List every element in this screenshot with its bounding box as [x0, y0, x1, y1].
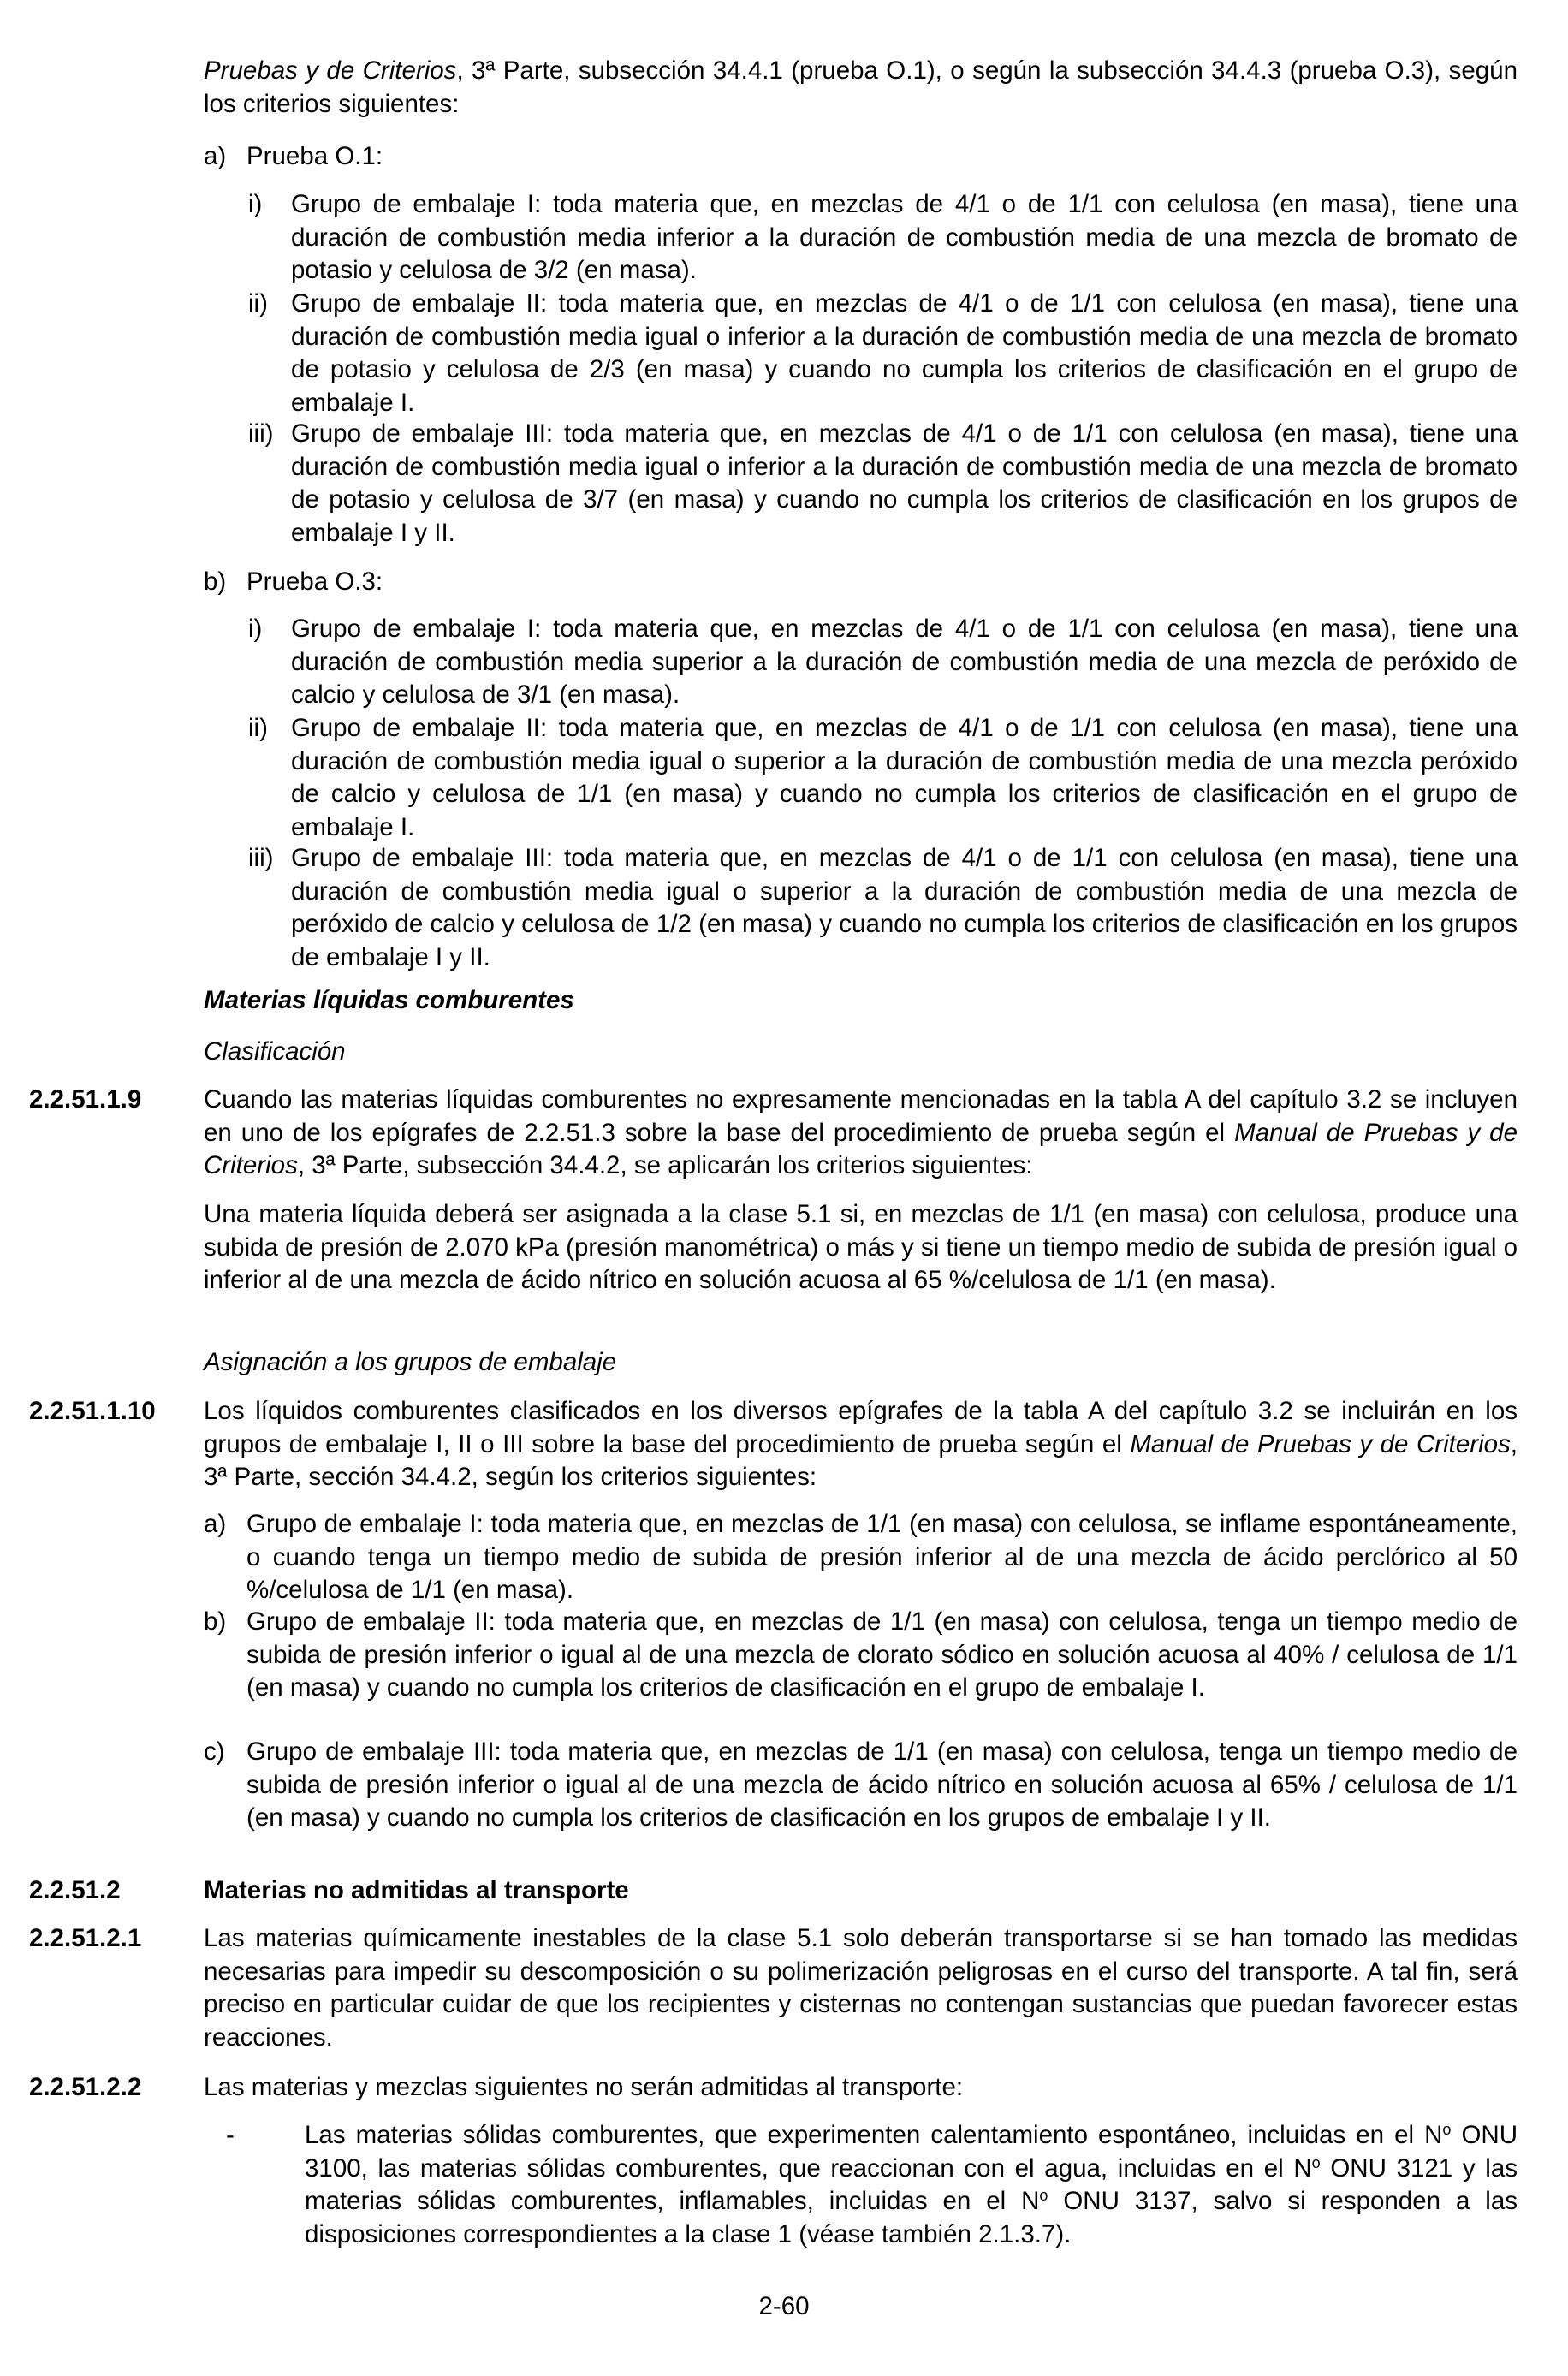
- sublist-a: [248, 188, 1518, 548]
- section-heading: Materias no admitidas al transporte: [204, 1876, 629, 1904]
- manual-title: Manual de Pruebas y de Criterios: [204, 1118, 1518, 1179]
- section-heading: Materias líquidas comburentes: [204, 986, 574, 1014]
- intro-paragraph: [204, 55, 1518, 121]
- list-label: b): [204, 1607, 227, 1636]
- sublist-b: [248, 613, 1518, 972]
- section-number: 2.2.51.2.1: [29, 1924, 142, 1952]
- list-label: i): [248, 615, 263, 643]
- superscript: o: [1039, 2187, 1048, 2204]
- section-paragraph: [204, 1395, 1518, 1494]
- manual-title: Manual de Pruebas y de Criterios: [1130, 1429, 1511, 1458]
- paragraph-text: Cuando las materias líquidas comburentes no expresamente mencionadas en la tabla A del capítulo 3.2 se incluyen en uno de los epígrafes de 2.2.51.3 sobre la base del procedimiento de prueba según el: [204, 1085, 1518, 1147]
- bullet-text-part: ONU 3137, salvo si responden a las disposiciones correspondientes a la clase 1 (véase también 2.1.3.7).: [305, 2187, 1518, 2248]
- list-item: [248, 418, 1518, 548]
- paragraph-text: Las materias químicamente inestables de la clase 5.1 solo deberán transportarse si se han tomado las medidas necesarias para impedir su descomposición o su polimerización peligrosas en el curso del transporte. A tal fin, será preciso en particular cuidar de que los recipientes y cisternas no contengan sustancias que puedan favorecer estas reacciones.: [204, 1924, 1518, 2052]
- intro-italic: Pruebas y de Criterios: [204, 56, 457, 85]
- section-paragraph: [204, 1198, 1518, 1298]
- section-paragraph: [204, 2071, 1518, 2105]
- section-number: 2.2.51.2.2: [29, 2073, 142, 2101]
- list-text: Grupo de embalaje III: toda materia que, en mezclas de 4/1 o de 1/1 con celulosa (en masa), tiene una duración de combustión media igual o superior a la duración de combustión media de una mezcla de peróxido de calcio y celulosa de 1/2 (en masa) y cuando no cumpla los criterios de clasificación en los grupos de embalaje I y II.: [291, 844, 1518, 971]
- list-label: iii): [248, 844, 274, 872]
- superscript: o: [1311, 2153, 1321, 2171]
- list-label: ii): [248, 714, 268, 742]
- bullet-text-part: ONU 3100, las materias sólidas comburentes, que reaccionan con el agua, incluidas en el N: [305, 2121, 1518, 2183]
- list-text: Grupo de embalaje III: toda materia que, en mezclas de 1/1 (en masa) con celulosa, tenga un tiempo medio de subida de presión inferior o igual al de una mezcla de ácido nítrico en solución acuosa al 65% / celulosa de 1/1 (en masa) y cuando no cumpla los criterios de clasificación en los grupos de embalaje I y II.: [246, 1737, 1518, 1832]
- list-text: Grupo de embalaje I: toda materia que, en mezclas de 1/1 (en masa) con celulosa, se inflame espontáneamente, o cuando tenga un tiempo medio de subida de presión inferior al de una mezcla de ácido perclórico al 50 %/celulosa de 1/1 (en masa).: [246, 1510, 1518, 1604]
- paragraph-text: Los líquidos comburentes clasificados en los diversos epígrafes de la tabla A del capítulo 3.2 se incluirán en los grupos de embalaje I, II o III sobre la base del procedimiento de prueba según el: [204, 1397, 1518, 1458]
- list-label: c): [204, 1737, 225, 1766]
- list-text: Grupo de embalaje I: toda materia que, en mezclas de 4/1 o de 1/1 con celulosa (en masa), tiene una duración de combustión media inferior a la duración de combustión media de una mezcla de bromato de potasio y celulosa de 3/2 (en masa).: [291, 190, 1518, 284]
- list-label: iii): [248, 419, 274, 448]
- list-label: i): [248, 190, 263, 218]
- paragraph-text: , 3ª Parte, subsección 34.4.2, se aplicarán los criterios siguientes:: [297, 1151, 1033, 1179]
- list-item: [248, 188, 1518, 288]
- list-text: Grupo de embalaje II: toda materia que, en mezclas de 4/1 o de 1/1 con celulosa (en masa), tiene una duración de combustión media igual o superior a la duración de combustión media de una mezcla peróxido de calcio y celulosa de 1/1 (en masa) y cuando no cumpla los criterios de clasificación en el grupo de embalaje I.: [291, 714, 1518, 841]
- list-text: Prueba O.3:: [246, 567, 383, 596]
- section-paragraph: [204, 1922, 1518, 2054]
- intro-text: , 3ª Parte, subsección 34.4.1 (prueba O.1), o según la subsección 34.4.3 (prueba O.3), según los criterios siguientes:: [204, 56, 1518, 118]
- list-label: ii): [248, 289, 268, 318]
- list-text: Grupo de embalaje I: toda materia que, en mezclas de 4/1 o de 1/1 con celulosa (en masa), tiene una duración de combustión media superior a la duración de combustión media de una mezcla de peróxido de calcio y celulosa de 3/1 (en masa).: [291, 615, 1518, 709]
- paragraph-text: Las materias y mezclas siguientes no serán admitidas al transporte:: [204, 2073, 964, 2101]
- list-label: b): [204, 567, 227, 596]
- list-text: Grupo de embalaje II: toda materia que, en mezclas de 4/1 o de 1/1 con celulosa (en masa), tiene una duración de combustión media igual o inferior a la duración de combustión media de una mezcla de bromato de potasio y celulosa de 2/3 (en masa) y cuando no cumpla los criterios de clasificación en el grupo de embalaje I.: [291, 289, 1518, 417]
- bullet-text-part: Las materias sólidas comburentes, que experimenten calentamiento espontáneo, incluidas en el N: [305, 2121, 1443, 2149]
- list-item: [204, 1736, 1518, 1866]
- list-text: Prueba O.1:: [246, 142, 383, 170]
- page-number: 2-60: [758, 2292, 810, 2320]
- list-text: Grupo de embalaje III: toda materia que, en mezclas de 4/1 o de 1/1 con celulosa (en masa), tiene una duración de combustión media igual o inferior a la duración de combustión media de una mezcla de bromato de potasio y celulosa de 3/7 (en masa) y cuando no cumpla los criterios de clasificación en los grupos de embalaje I y II.: [291, 419, 1518, 547]
- bullet-dash: -: [226, 2121, 235, 2149]
- paragraph-text: Una materia líquida deberá ser asignada a la clase 5.1 si, en mezclas de 1/1 (en masa) con celulosa, produce una subida de presión de 2.070 kPa (presión manométrica) o más y si tiene un tiempo medio de subida de presión igual o inferior al de una mezcla de ácido nítrico en solución acuosa al 65 %/celulosa de 1/1 (en masa).: [204, 1200, 1518, 1294]
- list-label: a): [204, 1510, 227, 1538]
- list-item: [248, 842, 1518, 972]
- list-item: [248, 613, 1518, 712]
- bullet-text-part: ONU 3121 y las materias sólidas comburentes, inflamables, incluidas en el N: [305, 2153, 1518, 2215]
- superscript: o: [1442, 2121, 1452, 2138]
- list-item: [204, 1508, 1518, 1606]
- list-item: [204, 1606, 1518, 1736]
- section-number: 2.2.51.1.10: [29, 1397, 156, 1425]
- criteria-list: [204, 1508, 1518, 1866]
- subheading: Asignación a los grupos de embalaje: [204, 1348, 617, 1376]
- list-text: Grupo de embalaje II: toda materia que, en mezclas de 1/1 (en masa) con celulosa, tenga un tiempo medio de subida de presión inferior o igual al de una mezcla de clorato sódico en solución acuosa al 40% / celulosa de 1/1 (en masa) y cuando no cumpla los criterios de clasificación en el grupo de embalaje I.: [246, 1607, 1518, 1702]
- subheading: Clasificación: [204, 1037, 346, 1066]
- list-item: [248, 712, 1518, 842]
- paragraph-text: , 3ª Parte, sección 34.4.2, según los criterios siguientes:: [204, 1429, 1518, 1491]
- list-label: a): [204, 142, 227, 170]
- list-item: [248, 288, 1518, 418]
- bullet-text: [305, 2119, 1518, 2251]
- section-paragraph: [204, 1084, 1518, 1183]
- section-number: 2.2.51.2: [29, 1876, 121, 1904]
- section-number: 2.2.51.1.9: [29, 1085, 142, 1114]
